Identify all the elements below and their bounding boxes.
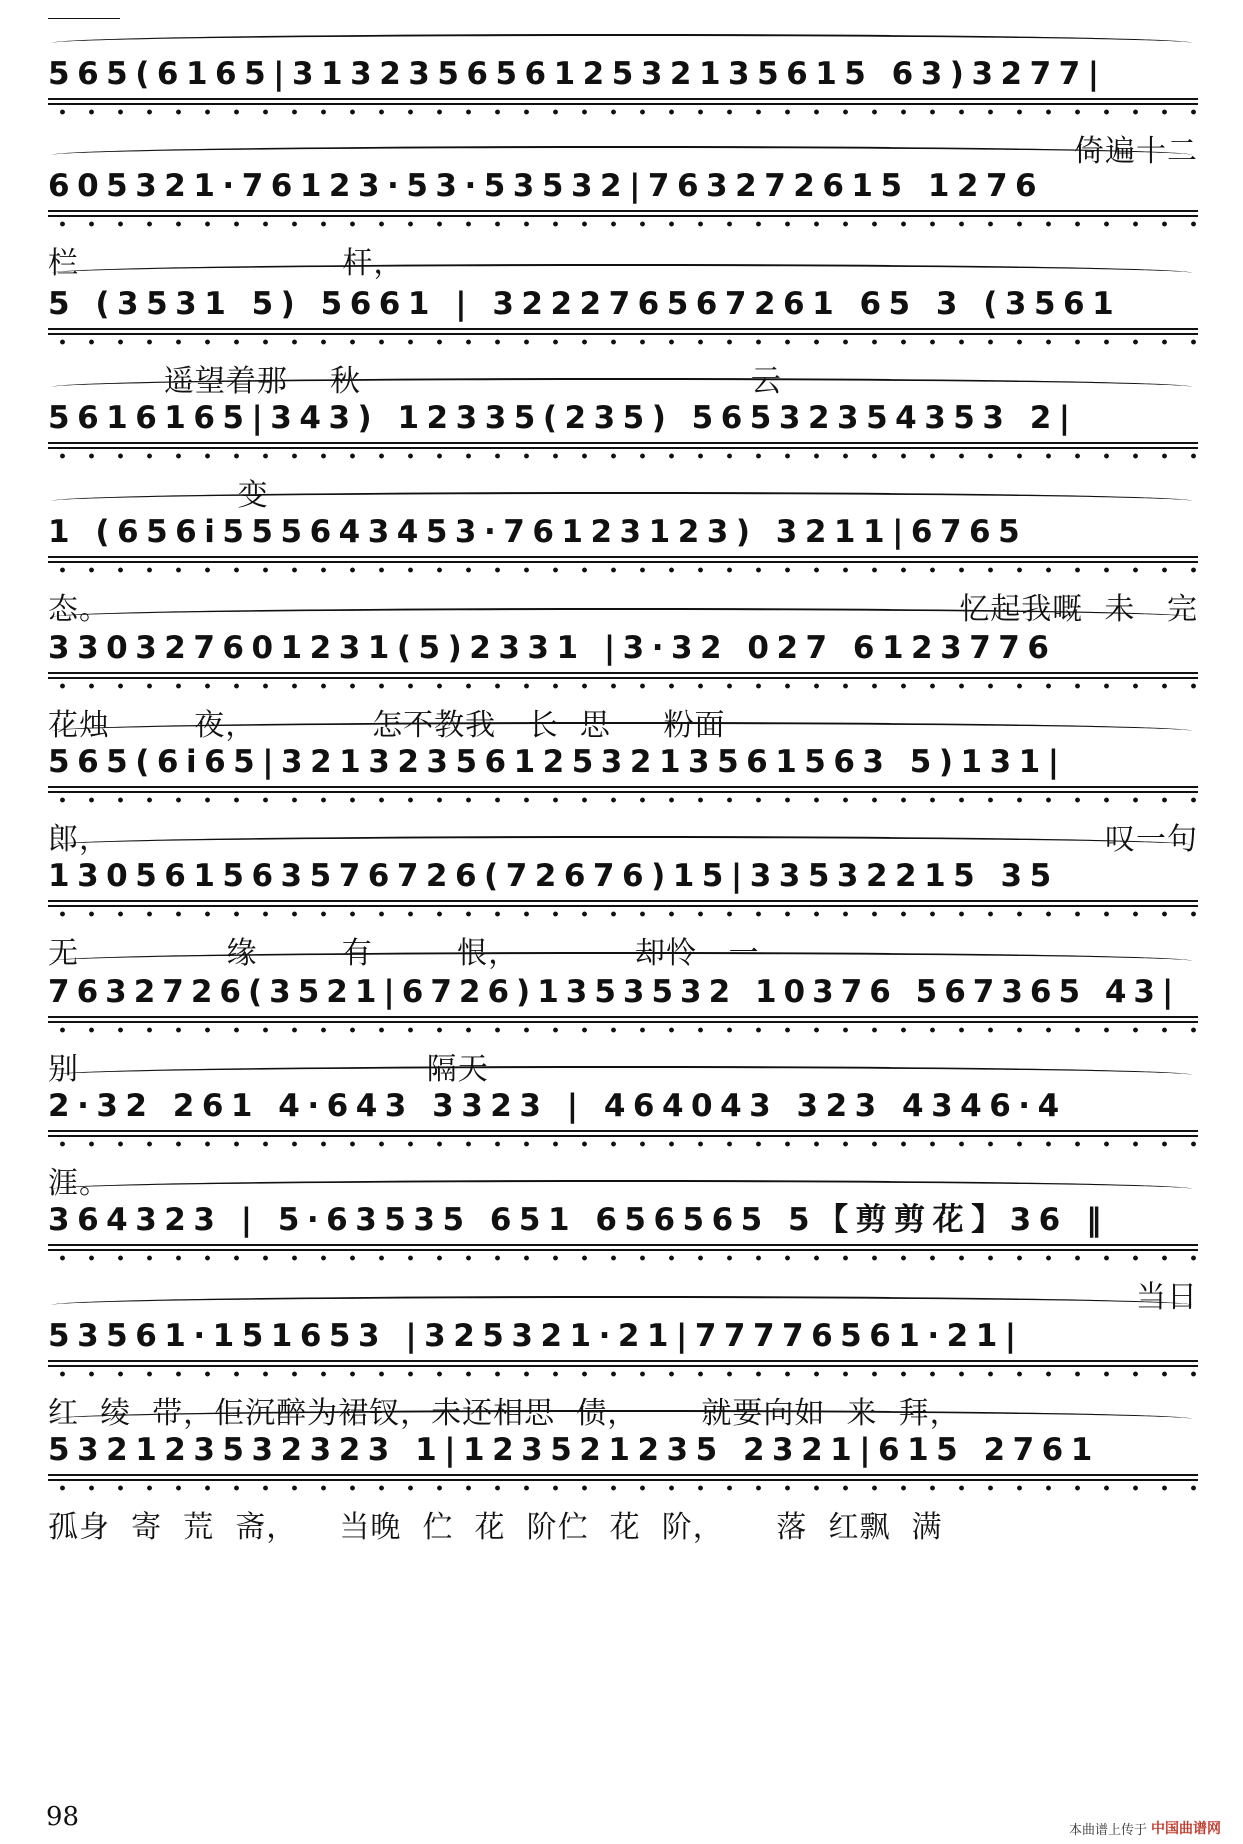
upload-credit [1069,1818,1221,1838]
credit-text: 本曲谱上传于 [1068,1822,1147,1838]
jianpu-notes: 53561·151653 |325321·21|77776561·21| [48,1318,1024,1354]
lyrics-line: 遥望着那 秋 云 [48,364,782,399]
lyrics-line: 郎， [48,822,110,857]
jianpu-notes: 532123532323 1|123521235 2321|615 2761 [48,1432,1100,1468]
lyrics-line: 红 绫 带，佢沉醉为裙钗，未还相思 债， 就要向如 来 拜， [48,1396,961,1431]
beam-line [48,1479,1198,1481]
beam-line [48,1244,1198,1246]
beam-line [48,900,1198,902]
jianpu-notes: 2·32 261 4·643 3323 | 464043 323 4346·4 [48,1088,1067,1124]
jianpu-notes: 364323 | 5·63535 651 656565 5【剪剪花】36 ‖ [48,1202,1110,1238]
octave-dots [48,566,1198,574]
beam-line [48,215,1198,217]
octave-dots [48,1140,1198,1148]
lyrics-line: 栏 杆， [48,246,405,281]
beam-line [48,786,1198,788]
lyrics-line: 孤身 寄 荒 斋， 当晚 伫 花 阶伫 花 阶， 落 红飘 满 [48,1510,943,1545]
beam-line [48,1021,1198,1023]
beam-line [48,1135,1198,1137]
beam-line [48,905,1198,907]
octave-dots [48,1026,1198,1034]
page-number: 98 [46,1802,80,1832]
lyrics-line: 态。 [48,592,110,627]
octave-dots [48,338,1198,346]
jianpu-notes: 565(6i65|321323561253213561563 5)131| [48,744,1067,780]
lyrics-line: 涯。 [48,1166,110,1201]
beam-line [48,1474,1198,1476]
jianpu-notes: 7632726(3521|6726)1353532 10376 567365 43| [48,974,1181,1010]
jianpu-notes: 5616165|343) 12335(235) 56532354353 2| [48,400,1078,436]
jianpu-notes: 130561563576726(72676)15|33532215 35 [48,858,1059,894]
beam-line [48,677,1198,679]
lyrics-line: 别 隔天 [48,1052,489,1087]
beam-line [48,442,1198,444]
octave-dots [48,682,1198,690]
lyrics-line: 花烛 夜， 怎不教我 长 思 粉面 [48,708,726,743]
beam-line [48,1249,1198,1251]
octave-dots [48,1484,1198,1492]
octave-dots [48,220,1198,228]
jianpu-notes: 565(6165|31323565612532135615 63)3277| [48,56,1107,92]
beam-line [48,333,1198,335]
jianpu-notes: 605321·76123·53·53532|763272615 1276 [48,168,1045,204]
lyrics-line-right: 叹一句 [1105,822,1198,857]
beam-line [48,791,1198,793]
beam-line [48,561,1198,563]
octave-dots [48,1370,1198,1378]
header-rule [48,18,120,19]
site-logo[interactable]: 中国曲谱网 [1151,1821,1221,1837]
beam-line [48,1365,1198,1367]
octave-dots [48,796,1198,804]
lyrics-line: 变 [48,478,269,513]
beam-line [48,210,1198,212]
beam-line [48,556,1198,558]
lyrics-line-right: 倚遍十二 [1074,134,1198,169]
lyrics-line-right: 当日 [1136,1280,1198,1315]
beam-line [48,672,1198,674]
octave-dots [48,108,1198,116]
jianpu-notes: 5 (3531 5) 5661 | 322276567261 65 3 (3561 [48,286,1122,322]
beam-line [48,103,1198,105]
beam-line [48,1016,1198,1018]
lyrics-line-right: 忆起我嘅 未 完 [959,592,1198,627]
octave-dots [48,1254,1198,1262]
lyrics-line-right [48,1508,1198,1548]
octave-dots [48,452,1198,460]
jianpu-notes: 1 (656i555643453·76123123) 3211|6765 [48,514,1028,550]
beam-line [48,1130,1198,1132]
lyrics-line: 无 缘 有 恨， 却怜 一 [48,936,760,971]
beam-line [48,328,1198,330]
beam-line [48,1360,1198,1362]
octave-dots [48,910,1198,918]
jianpu-notes: 330327601231(5)2331 |3·32 027 6123776 [48,630,1057,666]
beam-line [48,447,1198,449]
beam-line [48,98,1198,100]
